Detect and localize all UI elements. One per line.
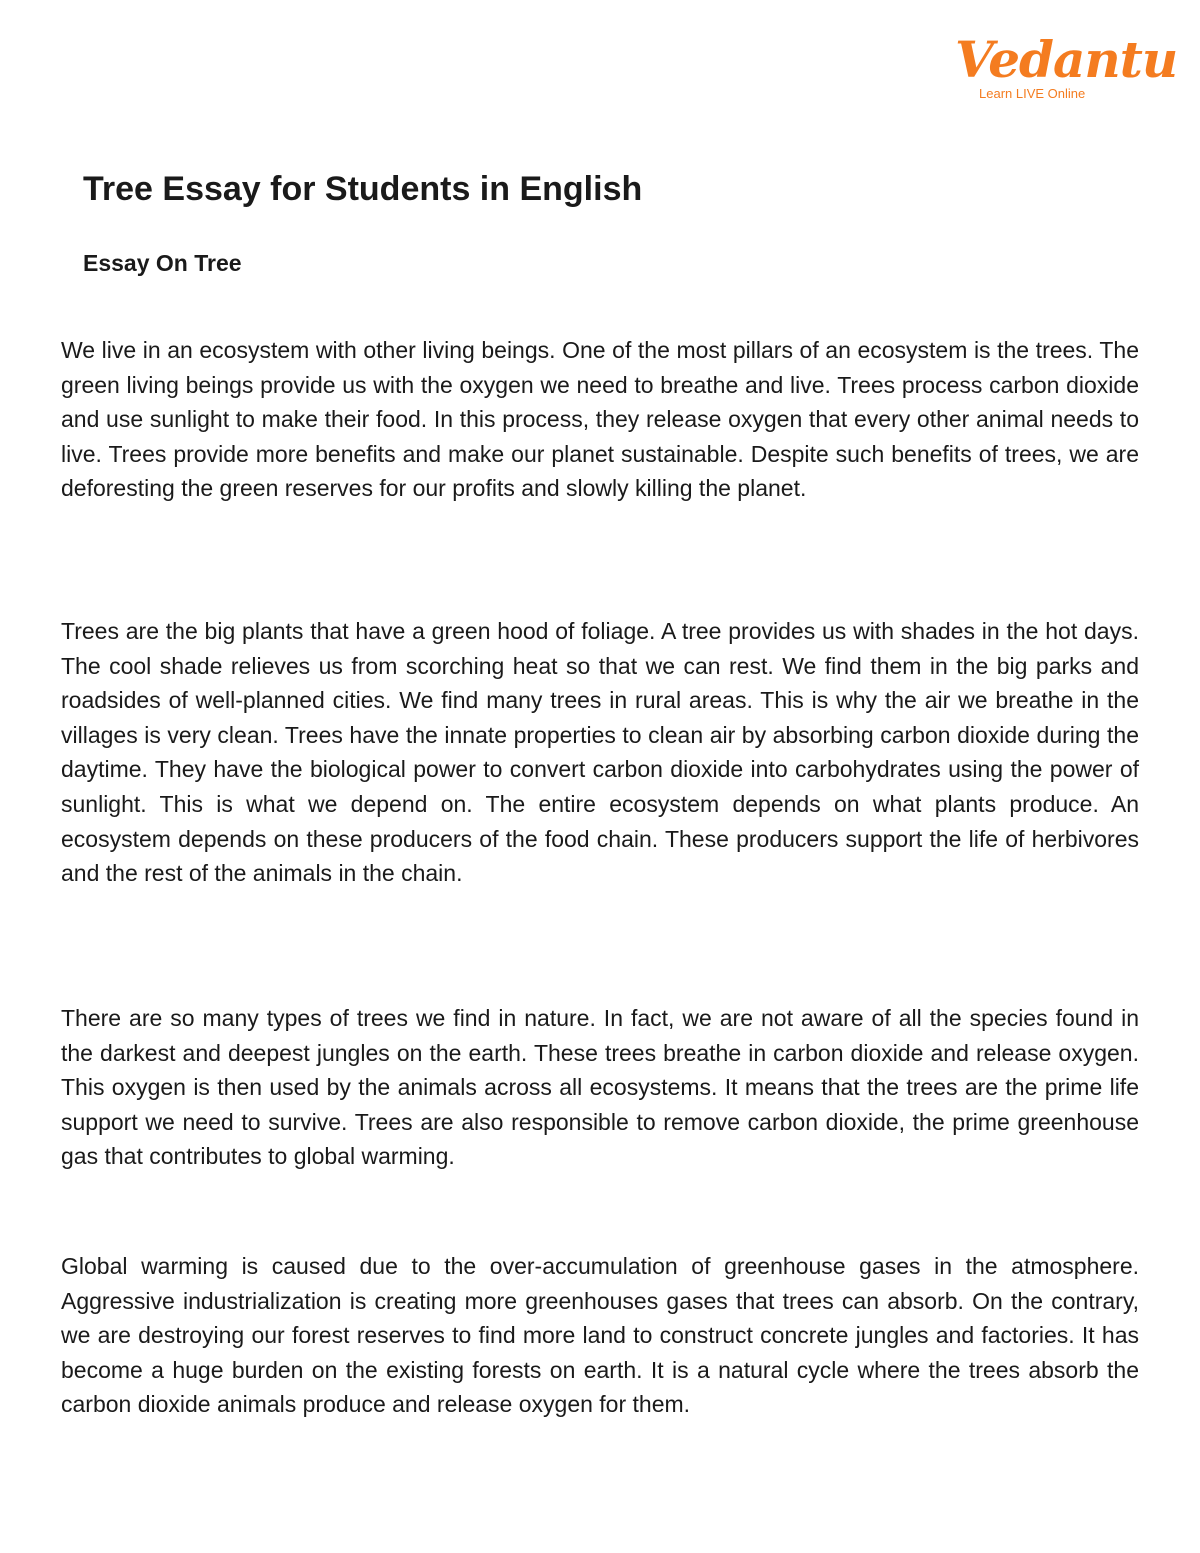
paragraph-4: Global warming is caused due to the over-accumulation of greenhouse gases in the atmosphere. Aggressive industrialization is creating more greenhouses gases that trees can absorb. On the contrary, we are destroying our forest reserves to find more land to construct concrete jungles and factories. It has become a huge burden on the existing forests on earth. It is a natural cycle where the trees absorb the carbon dioxide animals produce and release oxygen for them. bbox=[61, 1253, 1139, 1418]
page-title: Tree Essay for Students in English bbox=[83, 170, 643, 208]
paragraph-1: We live in an ecosystem with other living beings. One of the most pillars of an ecosystem is the trees. The green living beings provide us with the oxygen we need to breathe and live. Trees process carbon dioxide and use sunlight to make their food. In this process, they release oxygen that every other animal needs to live. Trees provide more benefits and make our planet sustainable. Despite such benefits of trees, we are deforesting the green reserves for our profits and slowly killing the planet. bbox=[61, 337, 1139, 502]
logo-tagline: Learn LIVE Online bbox=[979, 86, 1086, 101]
logo-wordmark: Vedantu bbox=[955, 30, 1178, 89]
vedantu-logo bbox=[955, 30, 1178, 110]
paragraph-2: Trees are the big plants that have a green hood of foliage. A tree provides us with shades in the hot days. The cool shade relieves us from scorching heat so that we can rest. We find them in the big parks and roadsides of well-planned cities. We find many trees in rural areas. This is why the air we breathe in the villages is very clean. Trees have the innate properties to clean air by absorbing carbon dioxide during the daytime. They have the biological power to convert carbon dioxide into carbohydrates using the power of sunlight. This is what we depend on. The entire ecosystem depends on what plants produce. An ecosystem depends on these producers of the food chain. These producers support the life of herbivores and the rest of the animals in the chain. bbox=[61, 618, 1139, 887]
essay-subtitle: Essay On Tree bbox=[83, 250, 242, 276]
paragraph-3: There are so many types of trees we find in nature. In fact, we are not aware of all the species found in the darkest and deepest jungles on the earth. These trees breathe in carbon dioxide and release oxygen. This oxygen is then used by the animals across all ecosystems. It means that the trees are the prime life support we need to survive. Trees are also responsible to remove carbon dioxide, the prime greenhouse gas that contributes to global warming. bbox=[61, 1005, 1139, 1170]
